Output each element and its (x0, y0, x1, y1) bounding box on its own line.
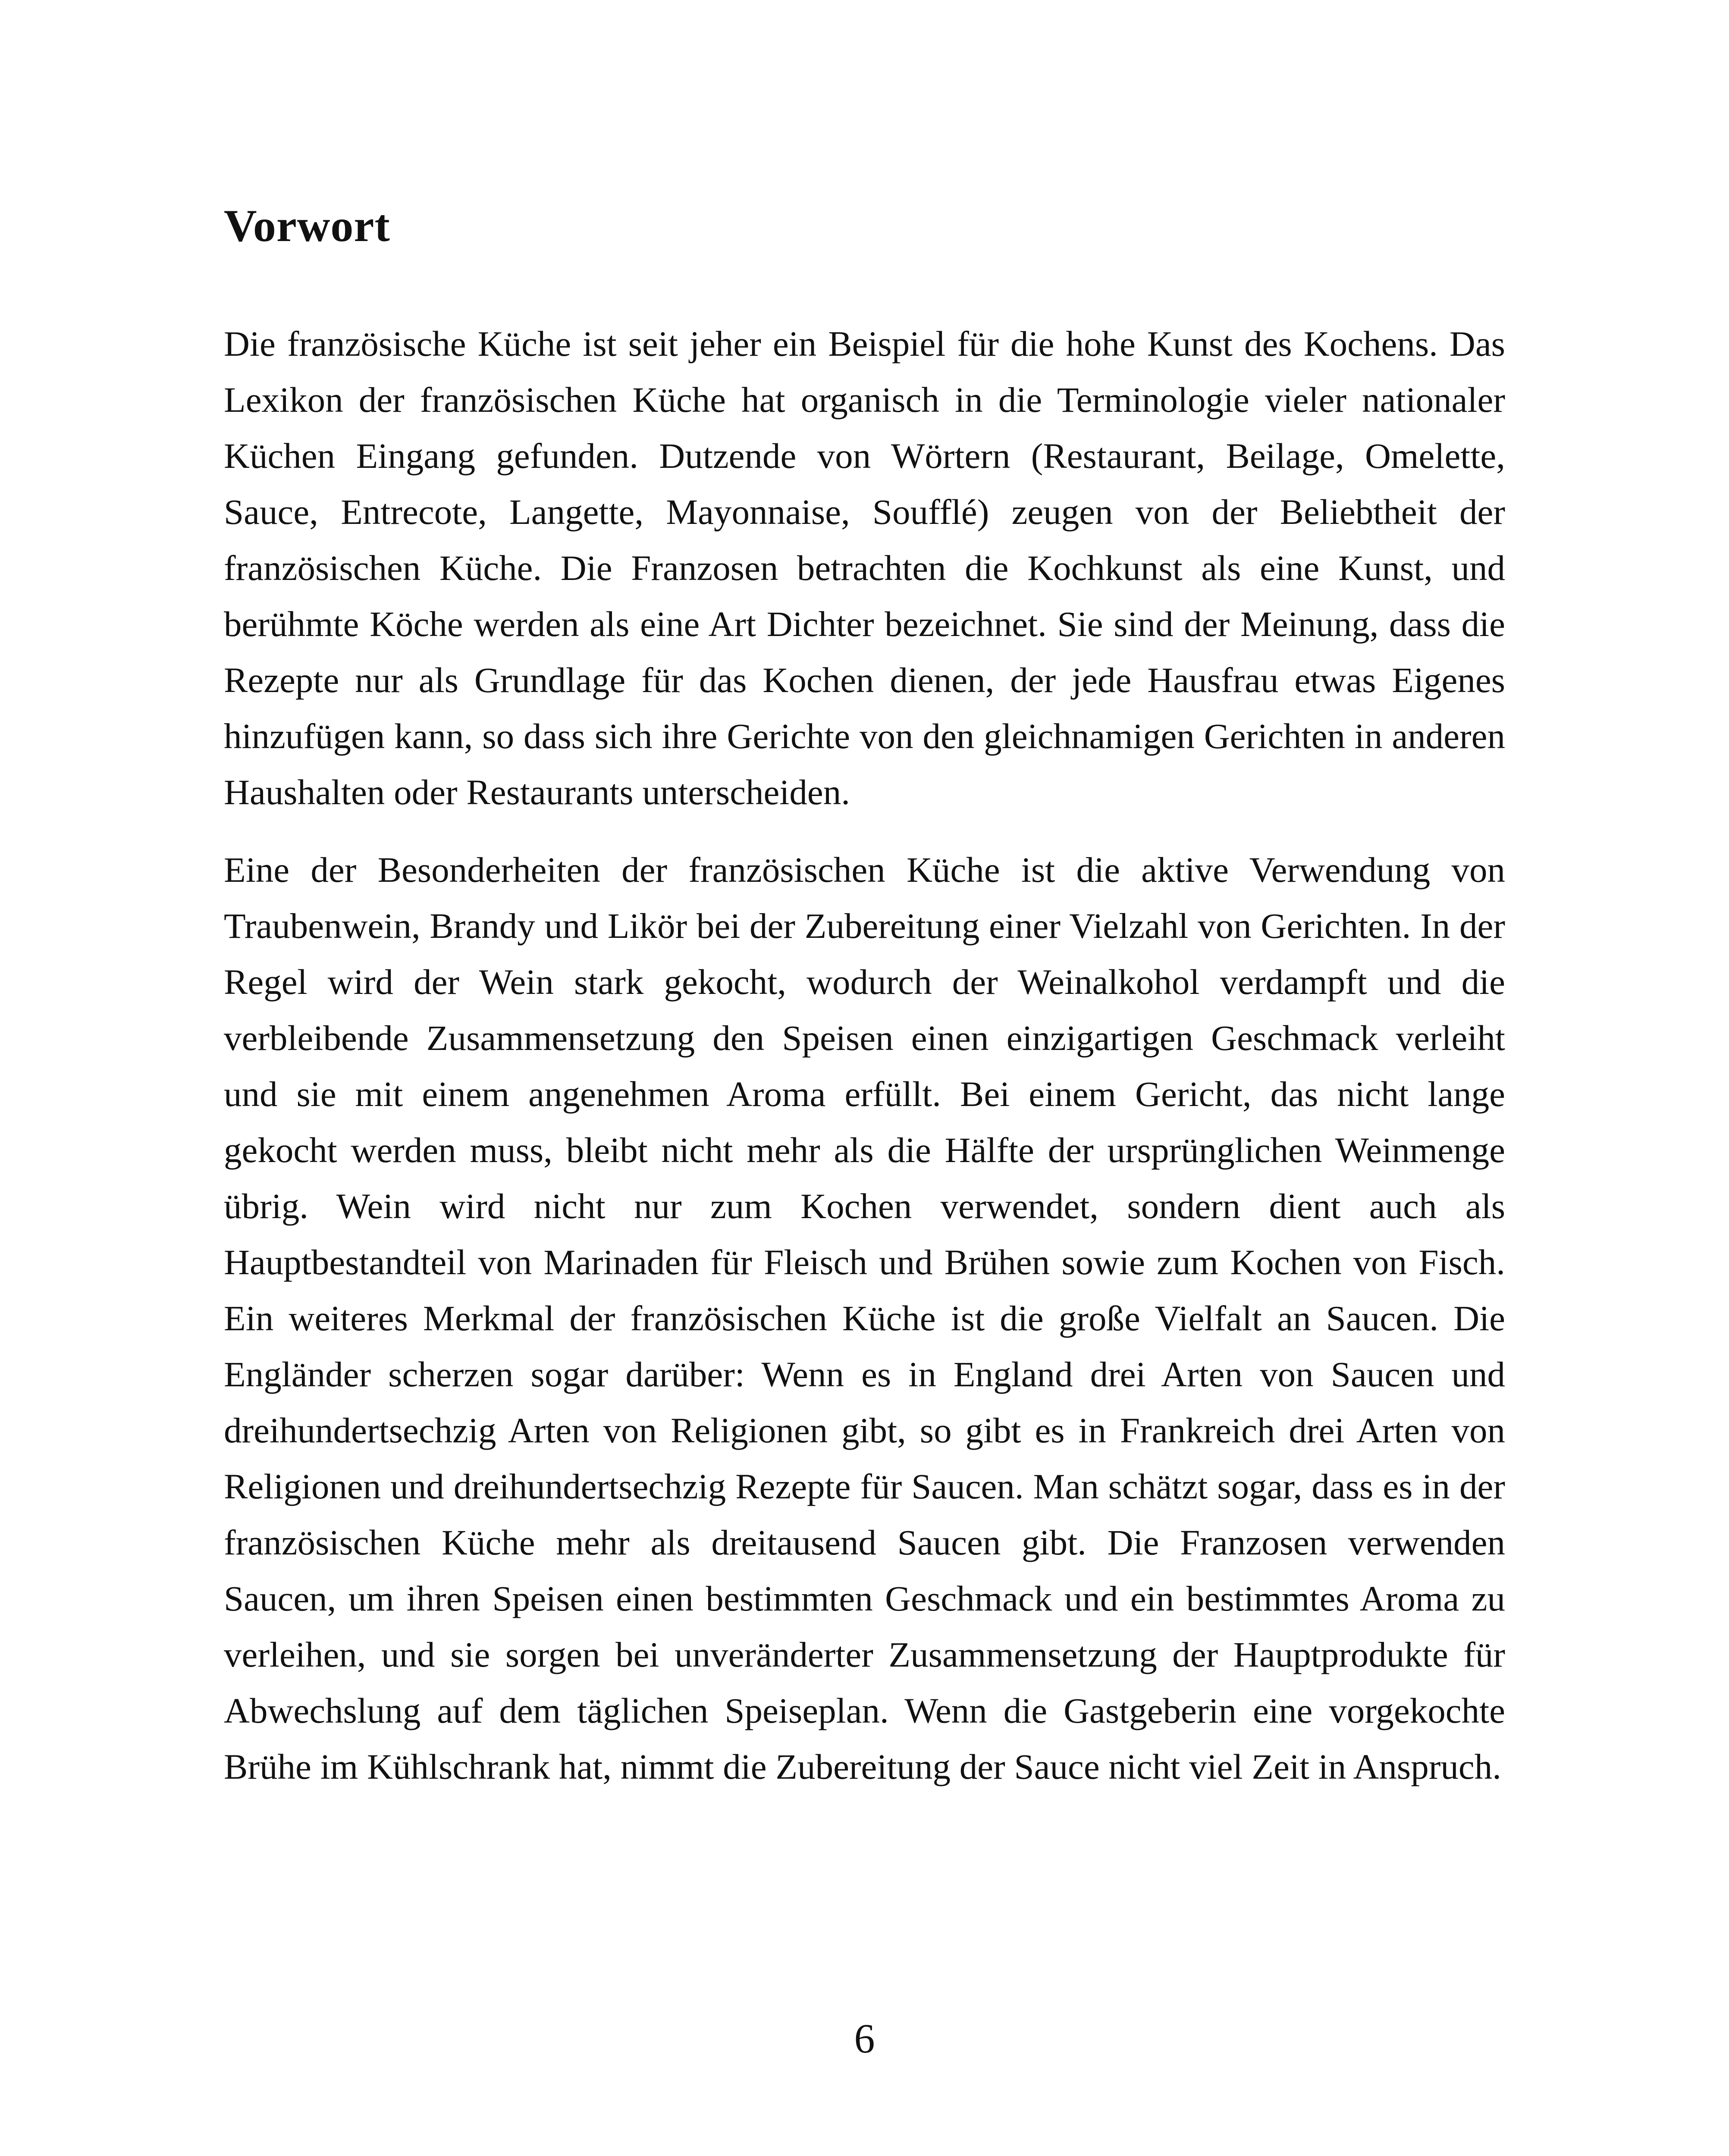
paragraph-1: Die französische Küche ist seit jeher ein Beispiel für die hohe Kunst des Kochens. Das Lexikon der französischen Küche hat organisch in die Terminologie vieler nationaler Küchen Eingang gefunden. Dutzende von Wörtern (Restaurant, Beilage, Omelette, Sauce, Entrecote, Langette, Mayonnaise, Soufflé) zeugen von der Beliebtheit der französischen Küche. Die Franzosen betrachten die Kochkunst als eine Kunst, und berühmte Köche werden als eine Art Dichter bezeichnet. Sie sind der Meinung, dass die Rezepte nur als Grundlage für das Kochen dienen, der jede Hausfrau etwas Eigenes hinzufügen kann, so dass sich ihre Gerichte von den gleichnamigen Gerichten in anderen Haushalten oder Restaurants unterscheiden. (224, 324, 1505, 812)
paragraph-2: Eine der Besonderheiten der französischen Küche ist die aktive Verwendung von Traubenwein, Brandy und Likör bei der Zubereitung einer Vielzahl von Gerichten. In der Regel wird der Wein stark gekocht, wodurch der Weinalkohol verdampft und die verbleibende Zusammensetzung den Speisen einen einzigartigen Geschmack verleiht und sie mit einem angenehmen Aroma erfüllt. Bei einem Gericht, das nicht lange gekocht werden muss, bleibt nicht mehr als die Hälfte der ursprünglichen Weinmenge übrig. Wein wird nicht nur zum Kochen verwendet, sondern dient auch als Hauptbestandteil von Marinaden für Fleisch und Brühen sowie zum Kochen von Fisch. Ein weiteres Merkmal der französischen Küche ist die große Vielfalt an Saucen. Die Engländer scherzen sogar darüber: Wenn es in England drei Arten von Saucen und dreihundertsechzig Arten von Religionen gibt, so gibt es in Frankreich drei Arten von Religionen und dreihundertsechzig Rezepte für Saucen. Man schätzt sogar, dass es in der französischen Küche mehr als dreitausend Saucen gibt. Die Franzosen verwenden Saucen, um ihren Speisen einen bestimmten Geschmack und ein bestimmtes Aroma zu verleihen, und sie sorgen bei unveränderter Zusammensetzung der Hauptprodukte für Abwechslung auf dem täglichen Speiseplan. Wenn die Gastgeberin eine vorgekochte Brühe im Kühlschrank hat, nimmt die Zubereitung der Sauce nicht viel Zeit in Anspruch. (224, 850, 1505, 1786)
page-number: 6 (854, 2015, 875, 2062)
section-heading: Vorwort (224, 201, 390, 251)
body-text (224, 316, 1505, 1795)
